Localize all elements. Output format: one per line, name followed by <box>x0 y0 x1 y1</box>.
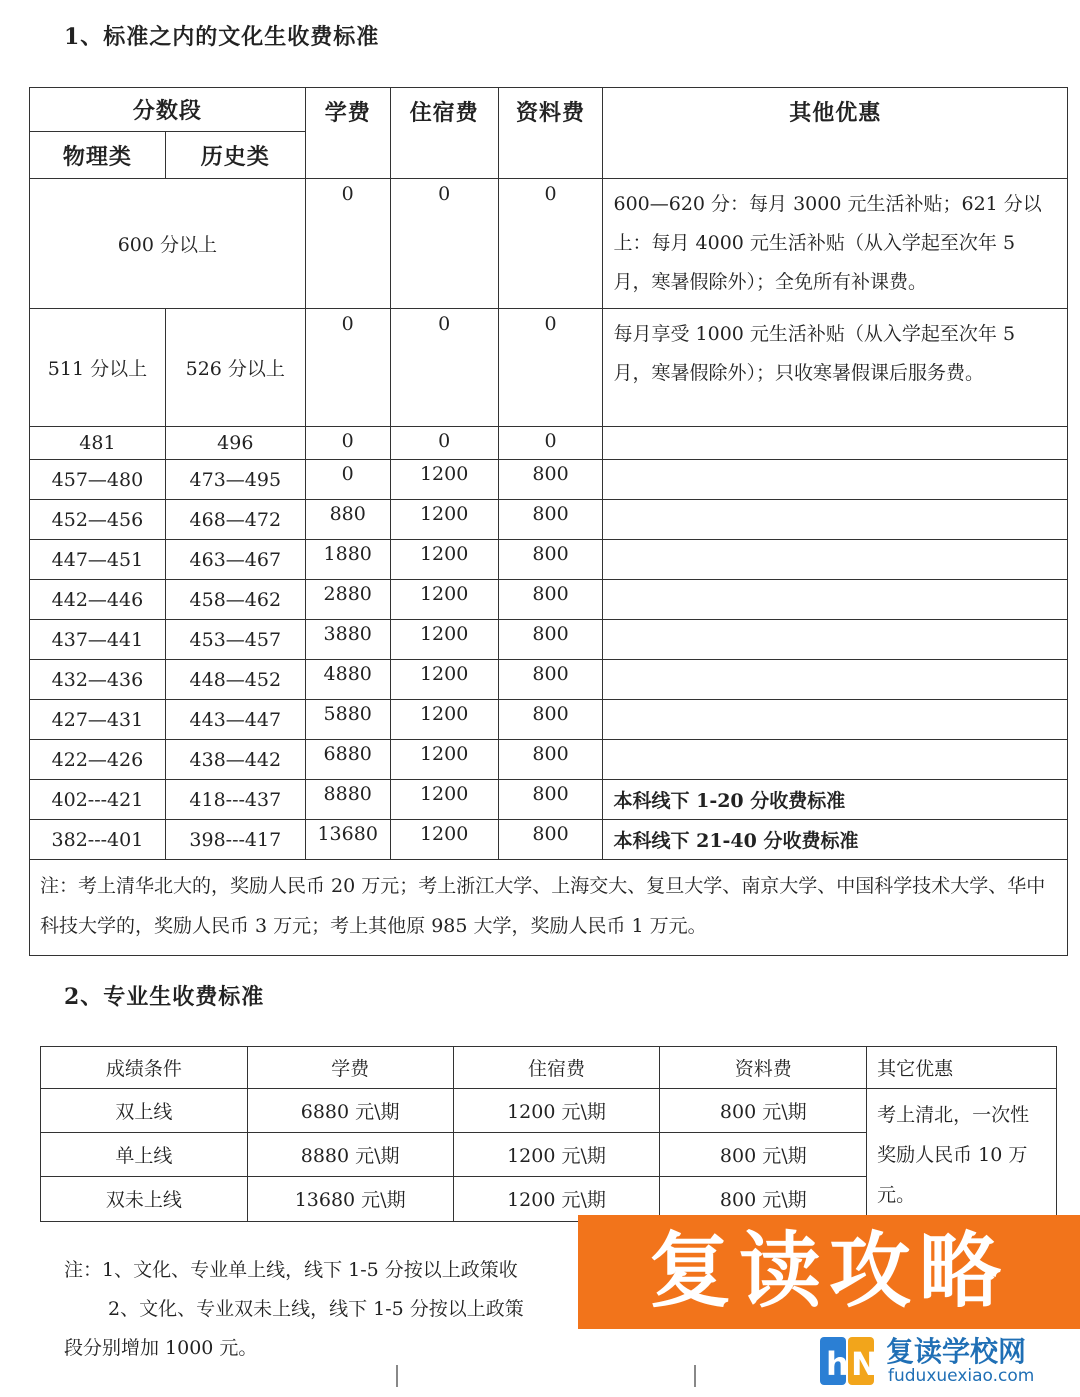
t2-row-condition: 双未上线 <box>41 1176 248 1221</box>
fee-cell-material: 800 <box>498 540 603 580</box>
fee-cell-tuition: 6880 <box>305 740 390 780</box>
fee-cell-dorm: 1200 <box>390 540 498 580</box>
fee-cell-material: 800 <box>498 700 603 740</box>
t2-row-dorm: 1200 元\期 <box>453 1132 660 1176</box>
t2-row-tuition: 8880 元\期 <box>247 1132 453 1176</box>
fee-cell-physics: 432—436 <box>30 660 166 700</box>
fee-cell-material: 800 <box>498 500 603 540</box>
fee-cell-other: 本科线下 21-40 分收费标准 <box>603 820 1068 860</box>
fee-cell-tuition: 13680 <box>305 820 390 860</box>
t2-row-material: 800 元\期 <box>660 1132 867 1176</box>
row-511-material: 0 <box>498 309 603 427</box>
fee-cell-physics: 452—456 <box>30 500 166 540</box>
fee-cell-history: 453—457 <box>165 620 305 660</box>
fee-cell-history: 468—472 <box>165 500 305 540</box>
row-600-dorm: 0 <box>390 179 498 309</box>
fee-cell-history: 463—467 <box>165 540 305 580</box>
fee-cell-dorm: 1200 <box>390 700 498 740</box>
t2-header-tuition: 学费 <box>247 1047 453 1089</box>
t2-row-tuition: 6880 元\期 <box>247 1089 453 1133</box>
note-line-2: 2、文化、专业双未上线，线下 1-5 分按以上政策 <box>108 1298 524 1320</box>
fee-cell-tuition: 0 <box>305 427 390 460</box>
fee-cell-physics: 447—451 <box>30 540 166 580</box>
fee-cell-other <box>603 700 1068 740</box>
fee-cell-physics: 402---421 <box>30 780 166 820</box>
t2-row-condition: 双上线 <box>41 1089 248 1133</box>
table1-note: 注：考上清华北大的，奖励人民币 20 万元；考上浙江大学、上海交大、复旦大学、南京大学、中国科学技术大学、华中科技大学的，奖励人民币 3 万元；考上其他原 985 大学，奖励人民币 1 万元。 <box>30 860 1068 956</box>
header-history: 历史类 <box>165 132 305 179</box>
fee-cell-physics: 442—446 <box>30 580 166 620</box>
row-511-tuition: 0 <box>305 309 390 427</box>
fee-cell-material: 800 <box>498 460 603 500</box>
fee-cell-dorm: 1200 <box>390 580 498 620</box>
fee-row <box>30 500 1068 540</box>
t2-header-dorm: 住宿费 <box>453 1047 660 1089</box>
fee-cell-material: 800 <box>498 820 603 860</box>
t2-header-material: 资料费 <box>660 1047 867 1089</box>
fee-cell-history: 398---417 <box>165 820 305 860</box>
header-physics: 物理类 <box>30 132 166 179</box>
section2-heading: 2、专业生收费标准 <box>64 984 265 1010</box>
t2-row-material: 800 元\期 <box>660 1176 867 1221</box>
row-600-score: 600 分以上 <box>30 179 306 309</box>
fee-cell-dorm: 1200 <box>390 500 498 540</box>
header-material: 资料费 <box>498 88 603 179</box>
fee-row <box>30 427 1068 460</box>
fee-cell-tuition: 880 <box>305 500 390 540</box>
site-logo-icon <box>818 1333 878 1389</box>
fee-cell-history: 418---437 <box>165 780 305 820</box>
fee-cell-tuition: 2880 <box>305 580 390 620</box>
fee-row <box>30 620 1068 660</box>
fee-cell-material: 800 <box>498 580 603 620</box>
fee-cell-dorm: 1200 <box>390 620 498 660</box>
t2-row-condition: 单上线 <box>41 1132 248 1176</box>
fee-cell-other <box>603 460 1068 500</box>
fee-cell-other: 本科线下 1-20 分收费标准 <box>603 780 1068 820</box>
art-fee-table <box>40 1046 1057 1222</box>
t2-other: 考上清北，一次性奖励人民币 10 万元。 <box>867 1089 1057 1222</box>
fee-cell-material: 800 <box>498 780 603 820</box>
row-511-dorm: 0 <box>390 309 498 427</box>
fee-row <box>30 820 1068 860</box>
divider-mark <box>396 1365 398 1387</box>
t2-header-other: 其它优惠 <box>867 1047 1057 1089</box>
fee-row <box>30 700 1068 740</box>
culture-fee-table <box>29 87 1068 956</box>
fee-cell-material: 800 <box>498 740 603 780</box>
fee-cell-other <box>603 500 1068 540</box>
header-dorm: 住宿费 <box>390 88 498 179</box>
row-511-physics: 511 分以上 <box>30 309 166 427</box>
fee-row <box>30 740 1068 780</box>
fee-row <box>30 580 1068 620</box>
watermark-banner: 复读攻略 <box>578 1215 1080 1329</box>
header-tuition: 学费 <box>305 88 390 179</box>
fee-cell-material: 800 <box>498 660 603 700</box>
t2-row-dorm: 1200 元\期 <box>453 1089 660 1133</box>
fee-cell-other <box>603 427 1068 460</box>
fee-cell-dorm: 1200 <box>390 820 498 860</box>
fee-cell-dorm: 1200 <box>390 780 498 820</box>
fee-cell-physics: 437—441 <box>30 620 166 660</box>
section1-heading: 1、标准之内的文化生收费标准 <box>64 24 380 50</box>
fee-cell-other <box>603 540 1068 580</box>
watermark-site-name: 复读学校网 <box>886 1335 1027 1368</box>
fee-cell-history: 448—452 <box>165 660 305 700</box>
t2-row-dorm: 1200 元\期 <box>453 1176 660 1221</box>
fee-cell-other <box>603 580 1068 620</box>
svg-text:h: h <box>826 1345 849 1383</box>
row-511-other: 每月享受 1000 元生活补贴（从入学起至次年 5 月，寒暑假除外）；只收寒暑假课后服务费。 <box>603 309 1068 427</box>
fee-cell-history: 496 <box>165 427 305 460</box>
t2-row-material: 800 元\期 <box>660 1089 867 1133</box>
note-line-1: 注：1、文化、专业单上线，线下 1-5 分按以上政策收 <box>64 1259 518 1281</box>
fee-cell-history: 438—442 <box>165 740 305 780</box>
fee-cell-dorm: 1200 <box>390 740 498 780</box>
row-600-material: 0 <box>498 179 603 309</box>
row-600-tuition: 0 <box>305 179 390 309</box>
fee-cell-tuition: 5880 <box>305 700 390 740</box>
note-line-3: 段分别增加 1000 元。 <box>64 1337 258 1359</box>
fee-cell-tuition: 8880 <box>305 780 390 820</box>
t2-row-tuition: 13680 元\期 <box>247 1176 453 1221</box>
fee-cell-history: 473—495 <box>165 460 305 500</box>
watermark-site-url: fuduxuexiao.com <box>888 1366 1035 1386</box>
header-score-band: 分数段 <box>30 88 306 132</box>
fee-cell-history: 443—447 <box>165 700 305 740</box>
fee-cell-physics: 481 <box>30 427 166 460</box>
fee-cell-other <box>603 660 1068 700</box>
fee-cell-physics: 422—426 <box>30 740 166 780</box>
fee-cell-tuition: 1880 <box>305 540 390 580</box>
fee-row <box>30 460 1068 500</box>
fee-cell-physics: 382---401 <box>30 820 166 860</box>
fee-cell-dorm: 1200 <box>390 460 498 500</box>
fee-cell-physics: 457—480 <box>30 460 166 500</box>
header-other: 其他优惠 <box>603 88 1068 179</box>
row-511-history: 526 分以上 <box>165 309 305 427</box>
fee-cell-material: 800 <box>498 620 603 660</box>
fee-cell-history: 458—462 <box>165 580 305 620</box>
fee-cell-tuition: 3880 <box>305 620 390 660</box>
divider-mark <box>694 1365 696 1387</box>
row-600-other: 600—620 分：每月 3000 元生活补贴；621 分以上：每月 4000 元生活补贴（从入学起至次年 5 月，寒暑假除外）；全免所有补课费。 <box>603 179 1068 309</box>
svg-text:N: N <box>851 1345 878 1383</box>
fee-row <box>30 540 1068 580</box>
fee-cell-other <box>603 740 1068 780</box>
t2-header-condition: 成绩条件 <box>41 1047 248 1089</box>
fee-row <box>30 660 1068 700</box>
fee-cell-material: 0 <box>498 427 603 460</box>
fee-cell-other <box>603 620 1068 660</box>
fee-cell-physics: 427—431 <box>30 700 166 740</box>
fee-cell-tuition: 0 <box>305 460 390 500</box>
fee-cell-dorm: 1200 <box>390 660 498 700</box>
fee-row <box>30 780 1068 820</box>
fee-cell-dorm: 0 <box>390 427 498 460</box>
fee-cell-tuition: 4880 <box>305 660 390 700</box>
